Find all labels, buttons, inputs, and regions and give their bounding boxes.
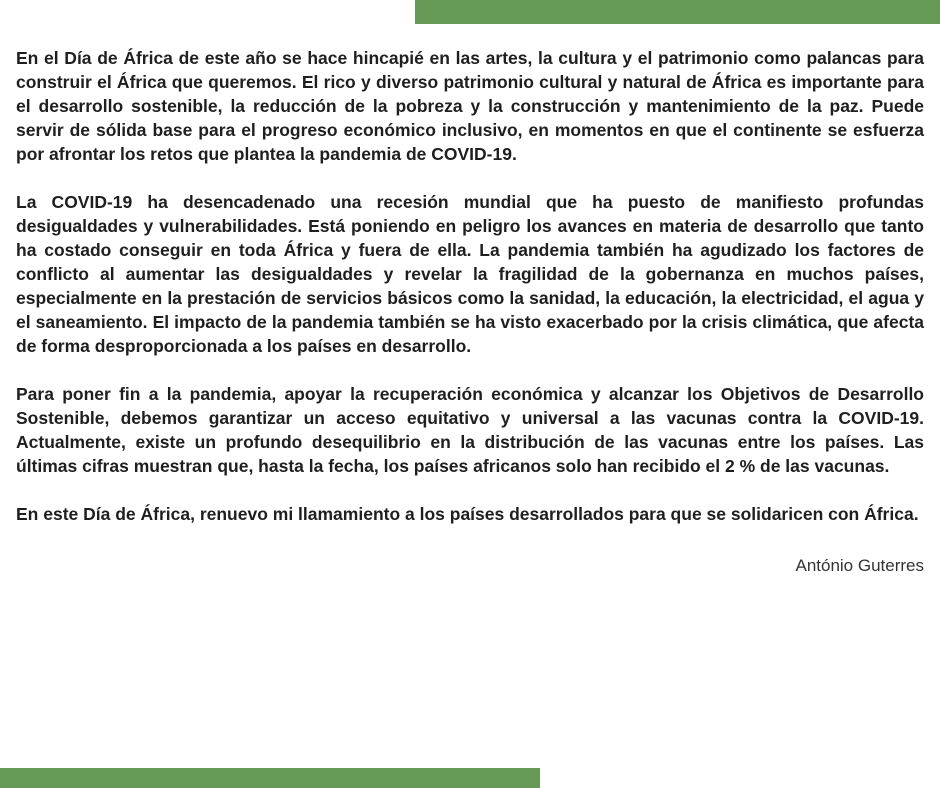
paragraph-2: La COVID-19 ha desencadenado una recesión mundial que ha puesto de manifiesto profundas desigualdades y vulnerabilidades. Está poniendo en peligro los avances en materia de desarrollo que tanto ha costado conseguir en toda África y fuera de ella. La pandemia también ha agudizado los factores de conflicto al aumentar las desigualdades y revelar la fragilidad de la gobernanza en muchos países, especialmente en la prestación de servicios básicos como la sanidad, la educación, la electricidad, el agua y el saneamiento. El impacto de la pandemia también se ha visto exacerbado por la crisis climática, que afecta de forma desproporcionada a los países en desarrollo. [16,192,924,356]
paragraph-1: En el Día de África de este año se hace hincapié en las artes, la cultura y el patrimonio como palancas para construir el África que queremos. El rico y diverso patrimonio cultural y natural de África es importante para el desarrollo sostenible, la reducción de la pobreza y la construcción y mantenimiento de la paz. Puede servir de sólida base para el progreso económico inclusivo, en momentos en que el continente se esfuerza por afrontar los retos que plantea la pandemia de COVID-19. [16,48,924,164]
paragraph-4: En este Día de África, renuevo mi llamamiento a los países desarrollados para que se solidaricen con África. [16,504,919,524]
bottom-accent-bar [0,768,540,788]
top-accent-bar [415,0,940,24]
signature: António Guterres [795,556,924,575]
statement-body [16,46,924,578]
paragraph-3: Para poner fin a la pandemia, apoyar la recuperación económica y alcanzar los Objetivos de Desarrollo Sostenible, debemos garantizar un acceso equitativo y universal a las vacunas contra la COVID-19. Actualmente, existe un profundo desequilibrio en la distribución de las vacunas entre los países. Las últimas cifras muestran que, hasta la fecha, los países africanos solo han recibido el 2 % de las vacunas. [16,384,924,476]
